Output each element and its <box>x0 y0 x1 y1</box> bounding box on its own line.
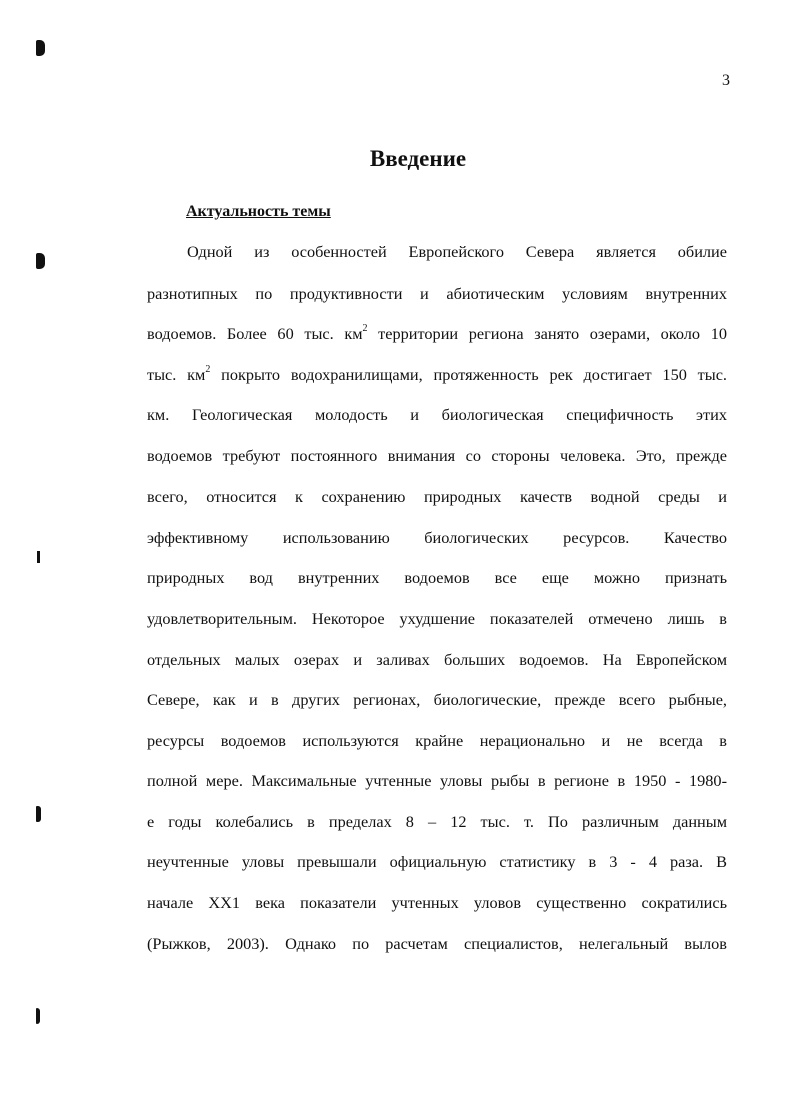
paragraph-line: е годы колебались в пределах 8 – 12 тыс. т. По различным данным <box>147 812 727 831</box>
binding-hole-mark <box>36 1008 40 1024</box>
paragraph-line: всего, относится к сохранению природных качеств водной среды и <box>147 487 727 506</box>
paragraph-line: эффективному использованию биологических ресурсов. Качество <box>147 528 727 547</box>
paragraph-line: полной мере. Максимальные учтенные уловы рыбы в регионе в 1950 - 1980- <box>147 771 727 790</box>
paragraph-line: водоемов требуют постоянного внимания со стороны человека. Это, прежде <box>147 446 727 465</box>
paragraph-line: (Рыжков, 2003). Однако по расчетам специалистов, нелегальный вылов <box>147 934 727 953</box>
paragraph-line: разнотипных по продуктивности и абиотическим условиям внутренних <box>147 284 727 303</box>
paragraph-line: начале XX1 века показатели учтенных уловов существенно сократились <box>147 893 727 912</box>
section-heading: Актуальность темы <box>186 203 331 220</box>
binding-hole-mark <box>36 253 45 269</box>
page-number: 3 <box>722 72 730 89</box>
page-title: Введение <box>369 146 467 171</box>
paragraph-line: отдельных малых озерах и заливах больших водоемов. На Европейском <box>147 650 727 669</box>
paragraph-line: природных вод внутренних водоемов все еще можно признать <box>147 568 727 587</box>
paragraph-line: Одной из особенностей Европейского Севера является обилие <box>187 242 727 261</box>
paragraph-line: км. Геологическая молодость и биологическая специфичность этих <box>147 405 727 424</box>
binding-hole-mark <box>37 551 40 563</box>
paragraph-line: неучтенные уловы превышали официальную статистику в 3 - 4 раза. В <box>147 852 727 871</box>
binding-hole-mark <box>36 40 45 56</box>
paragraph-line: тыс. $км^2$ покрыто водохранилищами, протяженность рек достигает 150 тыс. <box>147 363 727 384</box>
paragraph-line: Севере, как и в других регионах, биологические, прежде всего рыбные, <box>147 690 727 709</box>
paragraph-line: удовлетворительным. Некоторое ухудшение показателей отмечено лишь в <box>147 609 727 628</box>
binding-hole-mark <box>36 806 41 822</box>
paragraph-line: ресурсы водоемов используются крайне нерационально и не всегда в <box>147 731 727 750</box>
paragraph-line: водоемов. Более 60 тыс. $км^2$ территории региона занято озерами, около 10 <box>147 322 727 343</box>
